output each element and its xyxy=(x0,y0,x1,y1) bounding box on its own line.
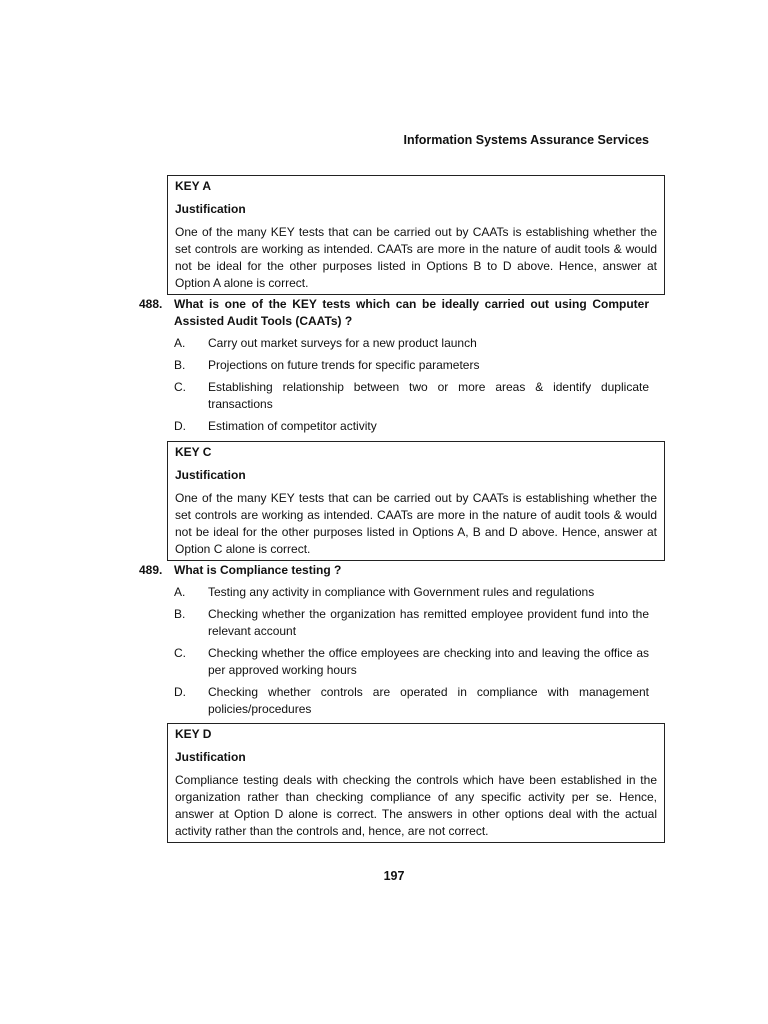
option-list xyxy=(139,335,649,435)
option-letter: A. xyxy=(174,585,186,599)
option-item xyxy=(174,645,649,679)
justification-text: One of the many KEY tests that can be carried out by CAATs is establishing whether the set controls are working as intended. CAATs are more in the nature of audit tools & would not be ideal for the other purposes listed in Options B to D above. Hence, answer at Option A alone is correct. xyxy=(175,225,657,290)
running-header: Information Systems Assurance Services xyxy=(403,133,649,147)
option-letter: D. xyxy=(174,685,186,699)
option-text: Testing any activity in compliance with Government rules and regulations xyxy=(208,585,595,599)
option-text: Checking whether the office employees are checking into and leaving the office as per approved working hours xyxy=(208,646,649,677)
question-number: 489. xyxy=(139,563,163,577)
question-number: 488. xyxy=(139,297,163,311)
question-text: What is Compliance testing ? xyxy=(174,563,342,577)
justification-text: Compliance testing deals with checking the controls which have been established in the organization rather than checking compliance of any specific activity per se. Hence, answer at Option D alone is correct. The answers in other options deal with the actual activity rather than the controls and, hence, are not correct. xyxy=(175,773,657,838)
option-text: Checking whether the organization has remitted employee provident fund into the relevant account xyxy=(208,607,649,638)
option-letter: B. xyxy=(174,607,186,621)
answer-key-box-d xyxy=(167,723,665,843)
option-text: Checking whether controls are operated in compliance with management policies/procedures xyxy=(208,685,649,716)
answer-key-box-c xyxy=(167,441,665,561)
question-488 xyxy=(139,296,649,440)
answer-key-label: KEY A xyxy=(175,179,212,193)
option-letter: C. xyxy=(174,380,186,394)
option-letter: A. xyxy=(174,336,186,350)
option-item xyxy=(174,418,649,435)
option-item xyxy=(174,335,649,352)
justification-heading: Justification xyxy=(175,750,246,764)
page-number: 197 xyxy=(383,869,405,883)
option-item xyxy=(174,357,649,374)
option-text: Carry out market surveys for a new product launch xyxy=(208,336,477,350)
option-letter: B. xyxy=(174,358,186,372)
option-text: Establishing relationship between two or more areas & identify duplicate transactions xyxy=(208,380,649,411)
justification-text: One of the many KEY tests that can be carried out by CAATs is establishing whether the set controls are working as intended. CAATs are more in the nature of audit tools & would not be ideal for the other purposes listed in Options A, B and D above. Hence, answer at Option C alone is correct. xyxy=(175,491,657,556)
option-letter: D. xyxy=(174,419,186,433)
answer-key-label: KEY C xyxy=(175,445,212,459)
option-letter: C. xyxy=(174,646,186,660)
option-text: Estimation of competitor activity xyxy=(208,419,377,433)
justification-heading: Justification xyxy=(175,202,246,216)
option-item xyxy=(174,584,649,601)
option-text: Projections on future trends for specific parameters xyxy=(208,358,480,372)
option-list xyxy=(139,584,649,718)
answer-key-label: KEY D xyxy=(175,727,212,741)
justification-heading: Justification xyxy=(175,468,246,482)
option-item xyxy=(174,379,649,413)
question-text: What is one of the KEY tests which can be ideally carried out using Computer Assisted Audit Tools (CAATs) ? xyxy=(174,297,649,328)
question-489 xyxy=(139,562,649,723)
option-item xyxy=(174,606,649,640)
answer-key-box-a xyxy=(167,175,665,295)
option-item xyxy=(174,684,649,718)
